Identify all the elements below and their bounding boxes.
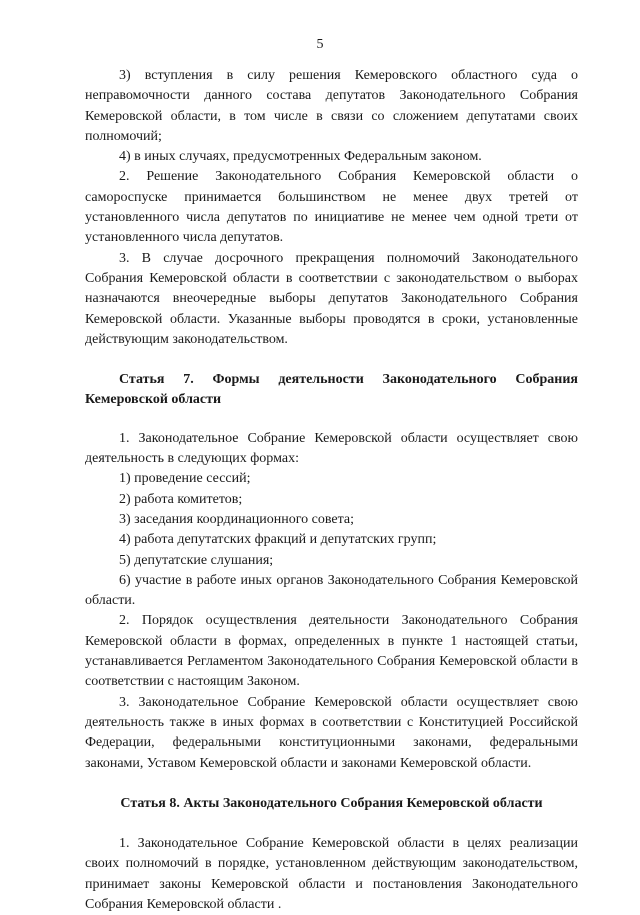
article-8-paragraph-1: 1. Законодательное Собрание Кемеровской области в целях реализации своих полномочий в порядке, установленном действующим законодательством, принимает законы Кемеровской области и постановления Законодательного Собрания Кемеровской области . xyxy=(85,836,578,912)
form-item: 4) работа депутатских фракций и депутатских групп; xyxy=(119,532,437,548)
document-body xyxy=(85,66,578,915)
spacer xyxy=(85,774,578,794)
article-8-title: Статья 8. Акты Законодательного Собрания Кемеровской области xyxy=(120,795,543,811)
spacer xyxy=(85,814,578,834)
article-7-intro: 1. Законодательное Собрание Кемеровской области осуществляет свою деятельность в следующих формах: xyxy=(85,430,578,467)
paragraph-self-dissolution: 2. Решение Законодательного Собрания Кемеровской области о самороспуске принимается большинством не менее двух третей от установленного числа депутатов по инициативе не менее чем одной трети от установленного числа депутатов. xyxy=(85,169,578,246)
form-item: 1) проведение сессий; xyxy=(119,471,251,487)
article-7-title: Статья 7. Формы деятельности Законодательного Собрания Кемеровской области xyxy=(85,372,578,408)
page-number: 5 xyxy=(316,37,324,52)
spacer xyxy=(85,411,578,429)
form-item: 3) заседания координационного совета; xyxy=(119,511,355,527)
form-item: 5) депутатские слушания; xyxy=(119,552,274,568)
paragraph-early-termination: 3. В случае досрочного прекращения полномочий Законодательного Собрания Кемеровской области в соответствии с законодательством о выборах назначаются внеочередные выборы депутатов Законодательного Собрания Кемеровской области. Указанные выборы проводятся в сроки, установленные действующим законодательством. xyxy=(85,250,578,347)
paragraph-clause-3: 3) вступления в силу решения Кемеровского областного суда о неправомочности данного состава депутатов Законодательного Собрания Кемеровской области, в том числе в связи со сложением депутатами своих полномочий; xyxy=(85,68,578,144)
spacer xyxy=(85,350,578,370)
form-item: 6) участие в работе иных органов Законодательного Собрания Кемеровской области. xyxy=(85,572,578,609)
paragraph-clause-4: 4) в иных случаях, предусмотренных Федеральным законом. xyxy=(119,149,482,165)
article-7-paragraph-2: 2. Порядок осуществления деятельности Законодательного Собрания Кемеровской области в формах, определенных в пункте 1 настоящей статьи, устанавливается Регламентом Законодательного Собрания Кемеровской области в соответствии с настоящим Законом. xyxy=(85,613,578,690)
article-7-paragraph-3: 3. Законодательное Собрание Кемеровской области осуществляет свою деятельность также в иных формах в соответствии с Конституцией Российской Федерации, федеральными конституционными законами, федеральными законами, Уставом Кемеровской области и законами Кемеровской области. xyxy=(85,694,578,771)
form-item: 2) работа комитетов; xyxy=(119,491,243,507)
